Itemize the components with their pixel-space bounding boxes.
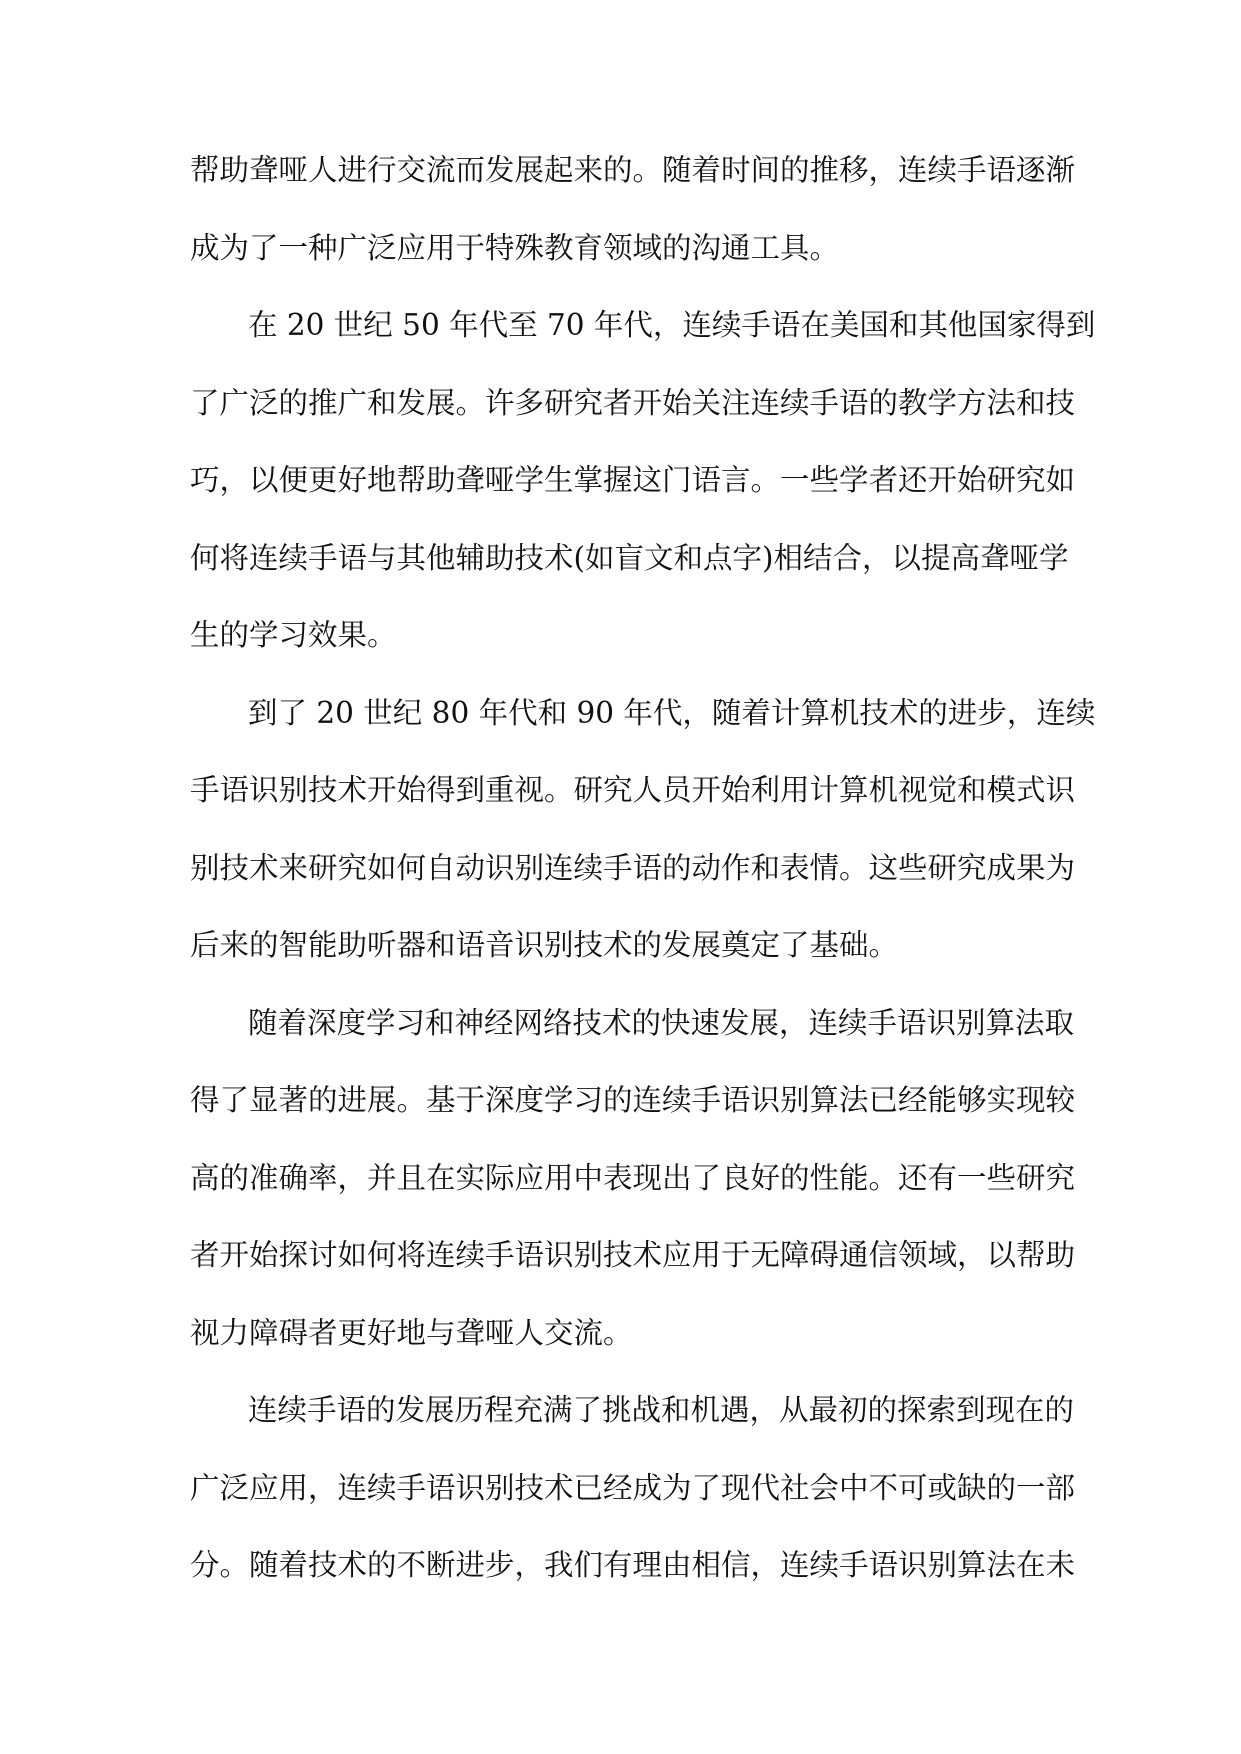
text-line: 者开始探讨如何将连续手语识别技术应用于无障碍通信领域，以帮助 — [190, 1238, 1076, 1272]
text-line: 别技术来研究如何自动识别连续手语的动作和表情。这些研究成果为 — [190, 850, 1076, 885]
text-line: 分。随着技术的不断进步，我们有理由相信，连续手语识别算法在未 — [190, 1548, 1076, 1582]
text-line: 巧，以便更好地帮助聋哑学生掌握这门语言。一些学者还开始研究如 — [190, 463, 1076, 497]
text-line: 广泛应用，连续手语识别技术已经成为了现代社会中不可或缺的一部 — [190, 1470, 1076, 1505]
text-line: 高的准确率，并且在实际应用中表现出了良好的性能。还有一些研究 — [190, 1160, 1076, 1195]
text-line: 了广泛的推广和发展。许多研究者开始关注连续手语的教学方法和技 — [190, 385, 1076, 420]
text-line: 随着深度学习和神经网络技术的快速发展，连续手语识别算法取 — [248, 1005, 1075, 1040]
paragraph-p5 — [190, 1386, 1076, 1619]
text-line: 成为了一种广泛应用于特殊教育领域的沟通工具。 — [190, 230, 840, 265]
text-line: 连续手语的发展历程充满了挑战和机遇，从最初的探索到现在的 — [248, 1393, 1075, 1427]
paragraph-p3 — [190, 689, 1096, 999]
text-line: 视力障碍者更好地与聋哑人交流。 — [190, 1315, 633, 1350]
text-line: 帮助聋哑人进行交流而发展起来的。随着时间的推移，连续手语逐渐 — [190, 153, 1076, 187]
text-line: 手语识别技术开始得到重视。研究人员开始利用计算机视觉和模式识 — [190, 773, 1076, 807]
paragraph-p2 — [190, 301, 1096, 689]
text-line: 后来的智能助听器和语音识别技术的发展奠定了基础。 — [190, 928, 899, 962]
paragraph-p1 — [190, 146, 1076, 301]
text-line: 在 20 世纪 50 年代至 70 年代，连续手语在美国和其他国家得到 — [248, 308, 1096, 342]
paragraph-p4 — [190, 999, 1076, 1387]
text-line: 何将连续手语与其他辅助技术(如盲文和点字)相结合，以提高聋哑学 — [190, 540, 1069, 575]
body-text — [190, 146, 1096, 1619]
text-line: 到了 20 世纪 80 年代和 90 年代，随着计算机技术的进步，连续 — [248, 695, 1096, 730]
text-line: 得了显著的进展。基于深度学习的连续手语识别算法已经能够实现较 — [190, 1083, 1076, 1117]
text-line: 生的学习效果。 — [190, 618, 397, 652]
